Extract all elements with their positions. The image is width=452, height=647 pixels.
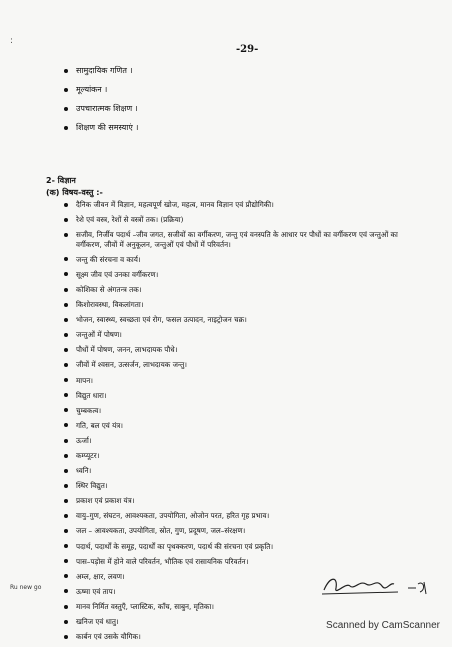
list-item: ध्वनि। [62, 466, 422, 476]
list-item: शिक्षण की समस्याएं । [62, 123, 422, 133]
handwritten-note: Ru new go [10, 584, 42, 591]
signature-scribble [320, 568, 430, 604]
margin-mark: : [10, 36, 14, 46]
top-item-list [62, 66, 422, 142]
page-number: -29- [236, 44, 259, 55]
list-item: मूल्यांकन । [62, 85, 422, 95]
list-item: प्रकाश एवं प्रकाश यंत्र। [62, 496, 422, 506]
list-item: गति, बल एवं यंत्र। [62, 421, 422, 431]
list-item: उपचारात्मक शिक्षण । [62, 104, 422, 114]
list-item: जीवों में श्वसन, उत्सर्जन, लाभदायक जन्तु। [62, 360, 422, 370]
list-item: पास–पड़ोस में होने वाले परिवर्तन, भौतिक एवं रासायनिक परिवर्तन। [62, 557, 422, 567]
list-item: किशोरावस्था, विकलांगता। [62, 300, 422, 310]
list-item: सजीव, निर्जीव पदार्थ –जीव जगत, सजीवों का वर्गीकरण, जन्तु एवं वनस्पति के आधार पर पौधों का वर्गीकरण एवं जन्तुओं का वर्गीकरण, जीवों में अनुकूलन, जन्तुओं एवं पौधों में परिवर्तन। [62, 230, 422, 249]
scanner-footer: Scanned by CamScanner [326, 620, 440, 631]
list-item: सूक्ष्म जीव एवं उनका वर्गीकरण। [62, 270, 422, 280]
list-item: भोजन, स्वास्थ्य, स्वच्छता एवं रोग, फसल उत्पादन, नाइट्रोजन चक्र। [62, 315, 422, 325]
list-item: जन्तुओं में पोषण। [62, 330, 422, 340]
list-item: पौधों में पोषण, जनन, लाभदायक पौधे। [62, 345, 422, 355]
list-item: खनिज एवं धातु। [62, 617, 422, 627]
list-item: स्थिर विद्युत। [62, 481, 422, 491]
list-item: चुम्बकत्व। [62, 406, 422, 416]
list-item: मापन। [62, 376, 422, 386]
list-item: अम्ल, क्षार, लवण। [62, 572, 422, 582]
list-item: ऊर्जा। [62, 436, 422, 446]
list-item: वायु–गुण, संघटन, आवश्यकता, उपयोगिता, ओजोन परत, हरित गृह प्रभाव। [62, 511, 422, 521]
sub-heading: (क) विषय-वस्तु :- [46, 188, 103, 197]
list-item: कोशिका से अंगतन्त्र तक। [62, 285, 422, 295]
list-item: कार्बन एवं उसके यौगिक। [62, 632, 422, 642]
list-item: सामुदायिक गणित । [62, 66, 422, 76]
list-item: कम्प्यूटर। [62, 451, 422, 461]
list-item: विद्युत धारा। [62, 391, 422, 401]
list-item: मानव निर्मित वस्तुएँ, प्लास्टिक, काँच, साबुन, मृतिका। [62, 602, 422, 612]
list-item: ऊष्मा एवं ताप। [62, 587, 422, 597]
list-item: जल – आवश्यकता, उपयोगिता, स्रोत, गुण, प्रदूषण, जल–संरक्षण। [62, 526, 422, 536]
list-item: दैनिक जीवन में विज्ञान, महत्वपूर्ण खोज, महत्व, मानव विज्ञान एवं प्रौद्योगिकी। [62, 200, 422, 210]
list-item: रेशे एवं वस्त्र, रेशों से वस्त्रों तक। (प्रक्रिया) [62, 215, 422, 225]
list-item: जन्तु की संरचना व कार्य। [62, 255, 422, 265]
list-item: पदार्थ, पदार्थों के समूह, पदार्थों का पृथक्करण, पदार्थ की संरचना एवं प्रकृति। [62, 542, 422, 552]
section-heading: 2- विज्ञान [46, 176, 76, 185]
